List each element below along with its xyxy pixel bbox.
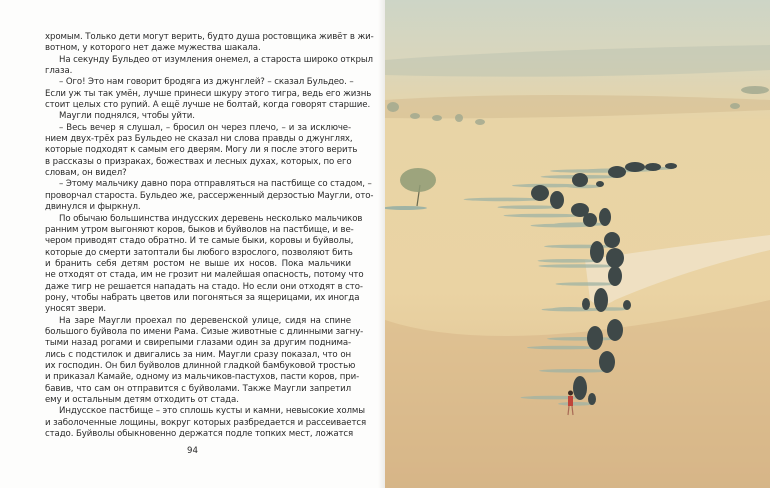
text-line: глаза. — [45, 66, 73, 77]
text-line: которые до смерти затоптали бы любого взрослого, позволяют бить — [45, 247, 353, 258]
illustration — [385, 0, 770, 488]
buffalo — [587, 326, 603, 350]
text-line: Маугли поднялся, чтобы уйти. — [59, 111, 195, 122]
buffalo — [645, 163, 661, 171]
text-line: бавив, что сам он отправится с буйволами. Также Маугли запретил — [45, 383, 351, 394]
text-line: не отходят от стада, им не грозит ни малейшая опасность, потому что — [45, 270, 364, 281]
page-number: 94 — [187, 446, 198, 456]
text-line: стоит целых сто рупий. А ещё лучше не болтай, когда говорят старшие. — [45, 100, 371, 111]
buffalo-shadow — [552, 307, 588, 311]
buffalo-shadow — [498, 205, 561, 209]
text-line: рону, чтобы набрать цветов или погоняться за ящерицами, их иногда — [45, 292, 360, 303]
buffalo — [608, 166, 626, 178]
text-line: На секунду Бульдео от изумления онемел, а староста широко открыл — [59, 54, 373, 65]
text-line: тыми назад рогами и свирепыми глазами один за другим поднима- — [45, 338, 351, 349]
page-text — [45, 32, 374, 440]
text-line: которые подходят к самым его дверям. Могу ли я после этого верить — [45, 145, 358, 156]
buffalo — [531, 185, 549, 201]
buffalo — [625, 162, 645, 172]
text-line: в рассказы о призраках, божествах и лесных духах, которых, по его — [45, 156, 352, 167]
buffalo-shadow — [539, 264, 620, 268]
text-line: даже тигр не решается нападать на стадо. Но если они отходят в сто- — [45, 281, 363, 292]
buffalo-shadow — [554, 222, 608, 226]
text-line: двинулся и фыркнул. — [45, 202, 141, 213]
text-line: Индусское пастбище – это сплошь кусты и камни, невысокие холмы — [59, 406, 365, 417]
text-line: уносят звери. — [45, 304, 106, 315]
text-line: и приказал Камайе, одному из мальчиков-пастухов, пасти коров, при- — [45, 372, 360, 383]
buffalo — [582, 298, 590, 310]
buffalo-shadow — [556, 282, 619, 286]
buffalo — [599, 351, 615, 373]
buffalo — [588, 393, 596, 405]
buffalo-shadow — [547, 337, 619, 341]
buffalo — [550, 191, 564, 209]
text-line: хромым. Только дети могут верить, будто душа ростовщика живёт в жи- — [45, 32, 374, 42]
text-line: Если уж ты так умён, лучше принеси шкуру этого тигра, ведь его жизнь — [45, 88, 372, 99]
buffalo — [623, 300, 631, 310]
text-line: их господин. Он бил буйволов длинной гладкой бамбуковой тростью — [45, 360, 356, 371]
text-line: проворчал староста. Бульдео же, рассерженный дерзостью Маугли, ото- — [45, 190, 374, 201]
buffalo-shadow — [464, 198, 545, 202]
text-line: На заре Маугли проехал по деревенской улице, сидя на спине — [59, 315, 351, 326]
buffalo — [604, 232, 620, 248]
text-line: По обычаю большинства индусских деревень несколько мальчиков — [59, 213, 363, 224]
buffalo — [573, 376, 587, 400]
text-line: – Ого! Это нам говорит бродяга из джунглей? – сказал Бульдео. – — [59, 77, 354, 88]
text-line: чером приводят стадо обратно. И те самые быки, коровы и буйволы, — [45, 236, 354, 247]
buffalo — [590, 241, 604, 263]
text-line: ему и остальным детям отходить от стада. — [45, 395, 239, 405]
text-line: стадо. Буйволы обыкновенно держатся подле топких мест, ложатся — [45, 429, 354, 440]
buffalo-shadow — [544, 245, 616, 249]
buffalo-shadow — [504, 214, 585, 218]
buffalo — [665, 163, 677, 169]
buffalo — [606, 248, 624, 268]
text-line: – Этому мальчику давно пора отправляться на пастбище со стадом, – — [59, 179, 372, 190]
buffalo — [599, 208, 611, 226]
buffalo-shadow — [521, 396, 584, 400]
text-line: нием двух-трёх раз Бульдео не сказал ни слова правды о джунглях, — [45, 134, 353, 145]
text-line: и заболоченные лощины, вокруг которых разбредается и рассеивается — [45, 417, 367, 428]
buffalo-shadow — [558, 402, 594, 406]
text-line: большого буйвола по имени Рама. Сизые животные с длинными загну- — [45, 326, 364, 337]
buffalo — [594, 288, 608, 312]
text-line: вотном, у которого нет даже мужества шакала. — [45, 43, 261, 54]
text-line: лись с подстилок и двигались за ним. Маугли сразу показал, что он — [45, 349, 351, 360]
buffalo — [608, 266, 622, 286]
text-line: словам, он видел? — [45, 168, 127, 179]
buffalo-shadow — [539, 369, 611, 373]
book-gutter — [378, 0, 385, 488]
buffalo — [572, 173, 588, 187]
text-line: – Весь вечер я слушал, – бросил он через плечо, – и за исключе- — [59, 122, 351, 133]
buffalo-shadow — [527, 346, 599, 350]
buffalo-shadow — [538, 259, 601, 263]
text-line: ранним утром выгоняют коров, быков и буйволов на пастбище, и ве- — [45, 224, 354, 235]
text-line: и бранить себя детям ростом не выше их носов. Пока мальчики — [45, 258, 351, 269]
buffalo — [583, 213, 597, 227]
buffalo — [596, 181, 604, 187]
buffalo — [607, 319, 623, 341]
